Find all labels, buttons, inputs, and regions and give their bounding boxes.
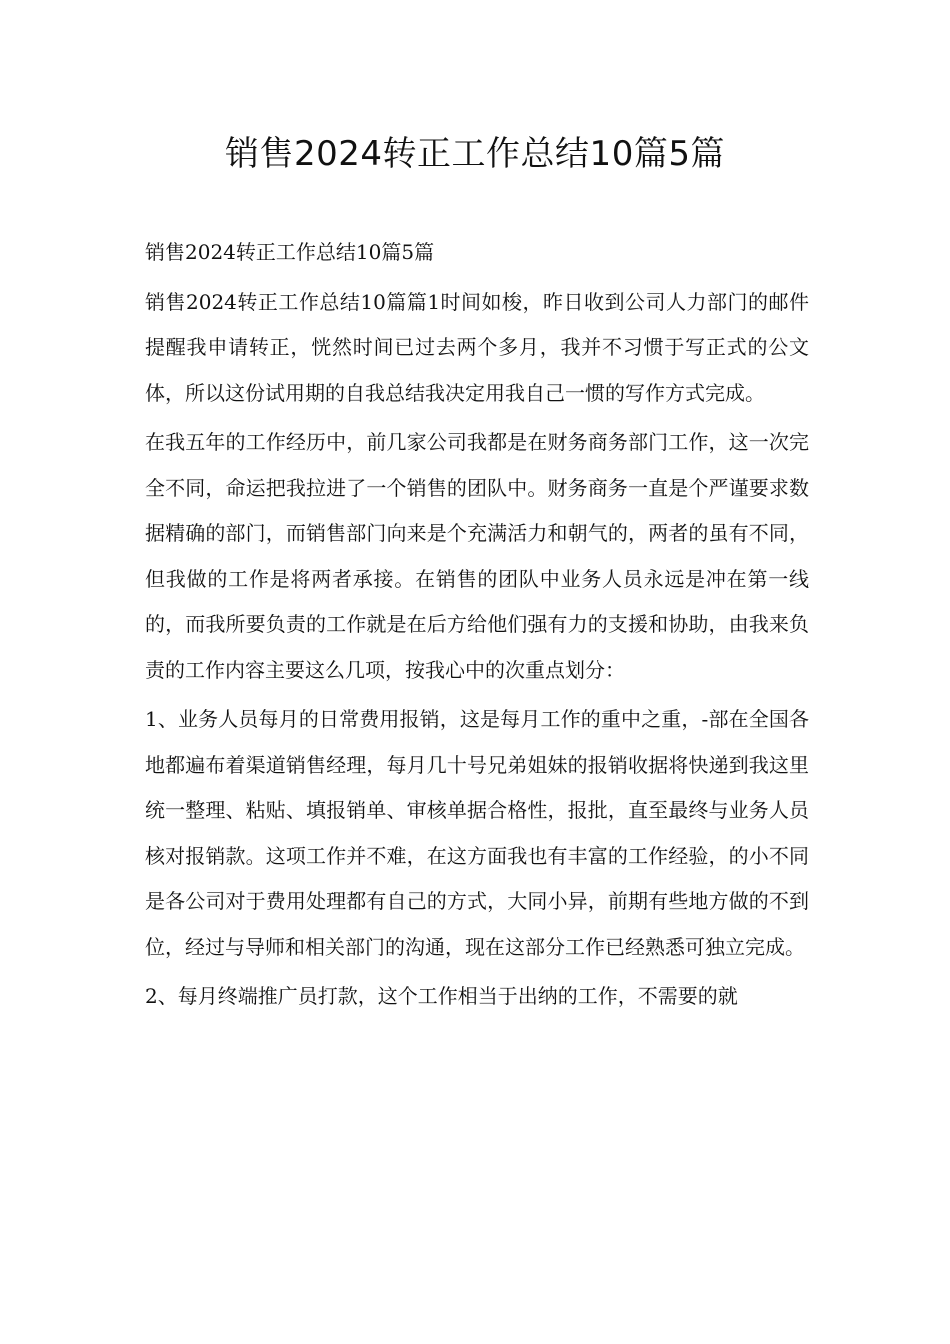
paragraph-intro: 销售2024转正工作总结10篇篇1时间如梭，昨日收到公司人力部门的邮件提醒我申请转正，恍然时间已过去两个多月，我并不习惯于写正式的公文体，所以这份试用期的自我总结我决定用我自己一惯的写作方式完成。 — [145, 289, 809, 405]
paragraph-item-1: 1、业务人员每月的日常费用报销，这是每月工作的重中之重，-部在全国各地都遍布着渠道销售经理，每月几十号兄弟姐妹的报销收据将快递到我这里统一整理、粘贴、填报销单、审核单据合格性，报批，直至最终与业务人员核对报销款。这项工作并不难，在这方面我也有丰富的工作经验，的小不同是各公司对于费用处理都有自己的方式，大同小异，前期有些地方做的不到位，经过与导师和相关部门的沟通，现在这部分工作已经熟悉可独立完成。 — [145, 707, 809, 959]
document-body — [145, 230, 809, 1024]
document-title: 销售2024转正工作总结10篇5篇 — [225, 134, 725, 174]
paragraph-item-2: 2、每月终端推广员打款，这个工作相当于出纳的工作，不需要的就 — [145, 984, 738, 1008]
paragraph-experience: 在我五年的工作经历中，前几家公司我都是在财务商务部门工作，这一次完全不同，命运把我拉进了一个销售的团队中。财务商务一直是个严谨要求数据精确的部门，而销售部门向来是个充满活力和朝气的，两者的虽有不同，但我做的工作是将两者承接。在销售的团队中业务人员永远是冲在第一线的，而我所要负责的工作就是在后方给他们强有力的支援和协助，由我来负责的工作内容主要这么几项，按我心中的次重点划分： — [145, 430, 809, 682]
paragraph-subtitle: 销售2024转正工作总结10篇5篇 — [145, 240, 435, 264]
